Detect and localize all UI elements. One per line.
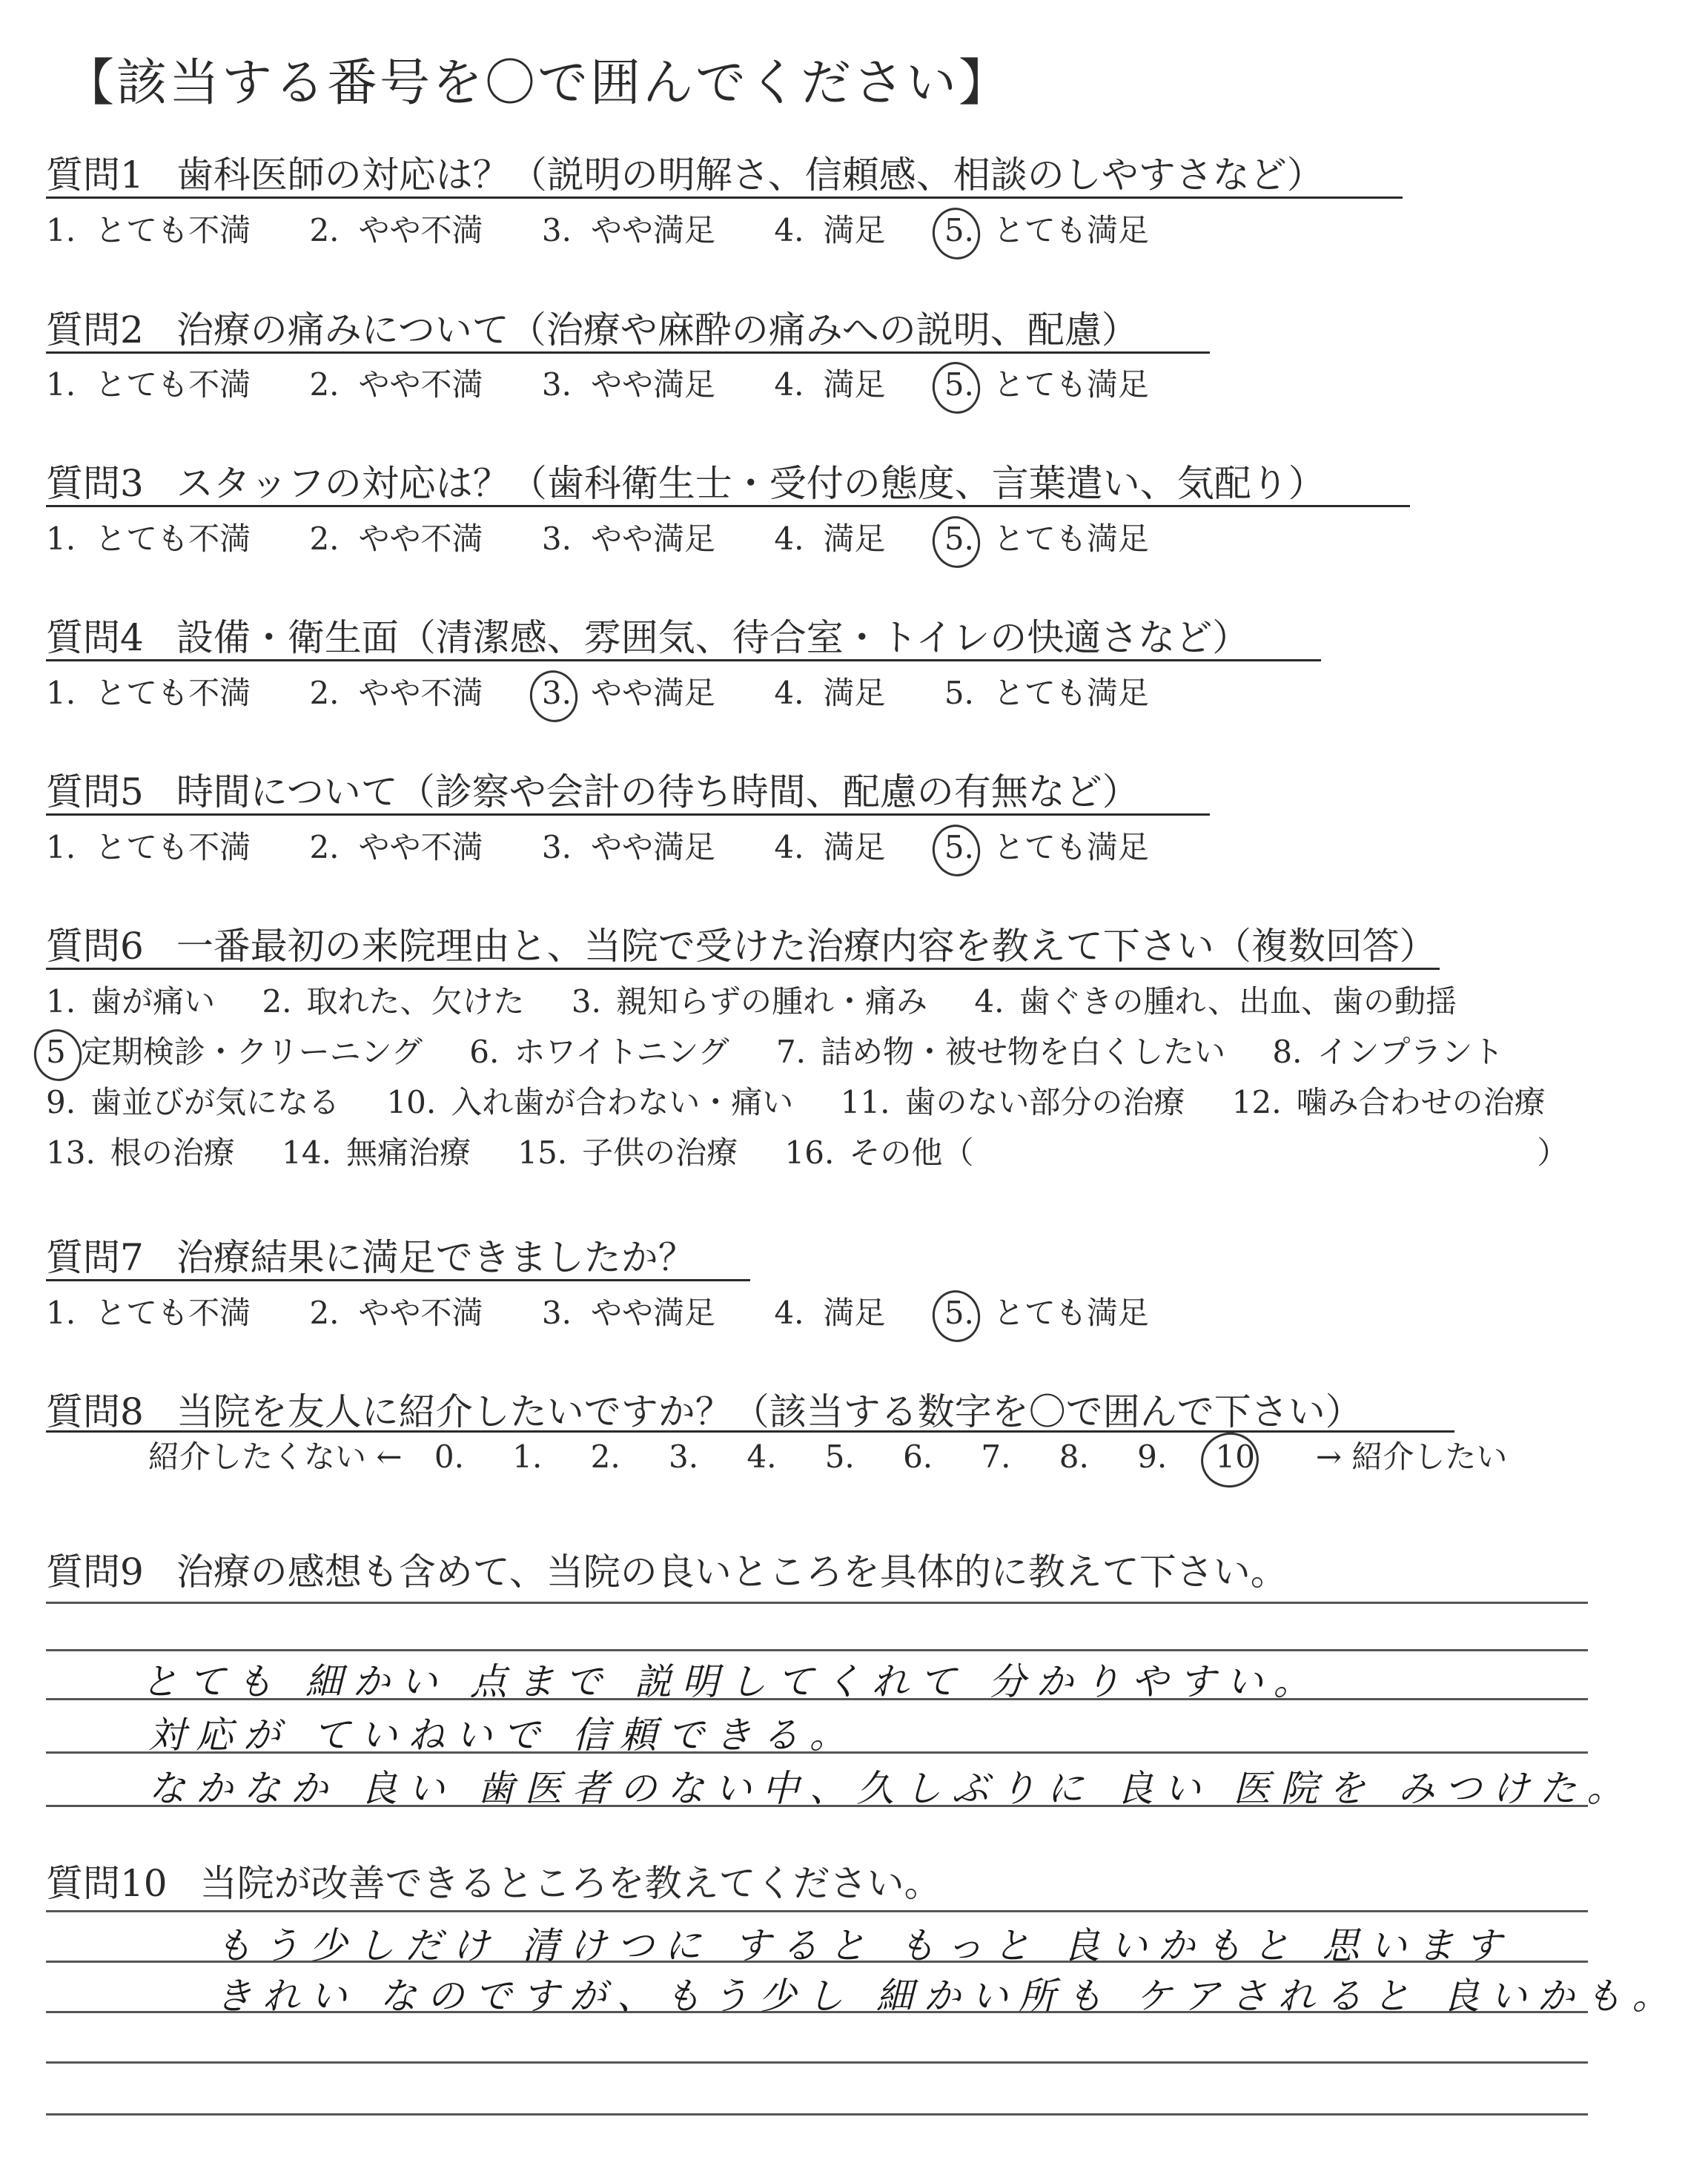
q2-option-5[interactable]: 5. とても満足 bbox=[944, 366, 1149, 403]
q3-option-5[interactable]: 5. とても満足 bbox=[944, 521, 1149, 557]
q3-underline bbox=[46, 505, 1410, 507]
q8-number-10[interactable]: 10 bbox=[1216, 1439, 1284, 1475]
q2-option-3[interactable]: 3. やや満足 bbox=[541, 366, 715, 403]
q8-number-6[interactable]: 6. bbox=[903, 1439, 933, 1475]
q6-option-5[interactable]: 5 定期検診・クリーニング bbox=[46, 1034, 423, 1070]
q6-option-16[interactable]: 16. その他（ ） bbox=[784, 1135, 1569, 1171]
q4-option-3[interactable]: 3. やや満足 bbox=[541, 675, 715, 711]
q3-label: 質問3 bbox=[46, 462, 144, 505]
q6-option-1[interactable]: 1. 歯が痛い bbox=[46, 983, 216, 1020]
q5-option-2[interactable]: 2. やや不満 bbox=[309, 829, 483, 865]
q7-label: 質問7 bbox=[46, 1236, 144, 1279]
q4-option-2[interactable]: 2. やや不満 bbox=[309, 675, 483, 711]
q6-options-row-1 bbox=[46, 977, 1494, 1022]
q6-option-9[interactable]: 9. 歯並びが気になる bbox=[46, 1084, 340, 1120]
q1-option-5[interactable]: 5. とても満足 bbox=[944, 212, 1149, 248]
q8-number-3[interactable]: 3. bbox=[668, 1439, 699, 1475]
q7-option-4[interactable]: 4. 満足 bbox=[774, 1295, 886, 1331]
q6-option-3[interactable]: 3. 親知らずの腫れ・痛み bbox=[571, 983, 927, 1020]
q2-option-1[interactable]: 1. とても不満 bbox=[46, 366, 251, 403]
selection-circle: 5. bbox=[944, 521, 974, 557]
q8-scale bbox=[148, 1433, 1507, 1477]
q8-number-1[interactable]: 1. bbox=[512, 1439, 543, 1475]
q2-underline bbox=[46, 351, 1210, 354]
q6-option-15[interactable]: 15. 子供の治療 bbox=[517, 1135, 738, 1171]
q8-number-2[interactable]: 2. bbox=[590, 1439, 620, 1475]
q5-option-5[interactable]: 5. とても満足 bbox=[944, 829, 1149, 865]
q3-text: スタッフの対応は？（歯科衛生士・受付の態度、言葉遣い、気配り） bbox=[176, 462, 1325, 505]
selection-circle: 5. bbox=[944, 366, 974, 403]
q9-answer-line-2: 対応が ていねいで 信頼できる。 bbox=[148, 1714, 857, 1757]
q5-underline bbox=[46, 813, 1210, 816]
q10-answer-line-1: もう少しだけ 清けつに すると もっと 良いかもと 思います bbox=[215, 1924, 1512, 1967]
q6-option-7[interactable]: 7. 詰め物・被せ物を白くしたい bbox=[775, 1034, 1226, 1070]
q7-option-2[interactable]: 2. やや不満 bbox=[309, 1295, 483, 1331]
q2-option-4[interactable]: 4. 満足 bbox=[774, 366, 886, 403]
q4-option-1[interactable]: 1. とても不満 bbox=[46, 675, 251, 711]
q2-scale bbox=[46, 360, 1198, 405]
q6-option-2[interactable]: 2. 取れた、欠けた bbox=[262, 983, 525, 1020]
q7-underline bbox=[46, 1279, 750, 1281]
close-paren: ） bbox=[1537, 1135, 1569, 1171]
q7-heading bbox=[46, 1228, 695, 1281]
q3-option-4[interactable]: 4. 満足 bbox=[774, 521, 886, 557]
q7-text: 治療結果に満足できましたか？ bbox=[176, 1236, 695, 1279]
q3-option-1[interactable]: 1. とても不満 bbox=[46, 521, 251, 557]
q5-label: 質問5 bbox=[46, 770, 144, 813]
q6-option-12[interactable]: 12. 噛み合わせの治療 bbox=[1231, 1084, 1546, 1120]
q3-option-3[interactable]: 3. やや満足 bbox=[541, 521, 715, 557]
q6-option-8[interactable]: 8. インプラント bbox=[1272, 1034, 1504, 1070]
q5-heading bbox=[46, 762, 1139, 816]
page-title: 【該当する番号を〇で囲んでください】 bbox=[64, 54, 1012, 113]
selection-circle: 5. bbox=[944, 1295, 974, 1331]
q6-options-row-2 bbox=[46, 1028, 1540, 1072]
q4-scale bbox=[46, 669, 1198, 713]
answer-line bbox=[46, 1910, 1588, 1912]
q3-heading bbox=[46, 454, 1325, 507]
q1-option-4[interactable]: 4. 満足 bbox=[774, 212, 886, 248]
q5-option-3[interactable]: 3. やや満足 bbox=[541, 829, 715, 865]
answer-line bbox=[46, 1649, 1588, 1651]
q6-option-14[interactable]: 14. 無痛治療 bbox=[282, 1135, 471, 1171]
selection-circle: 5. bbox=[944, 829, 974, 865]
answer-line bbox=[46, 1602, 1588, 1604]
q1-underline bbox=[46, 196, 1403, 199]
q6-options-row-3 bbox=[46, 1078, 1583, 1123]
q3-scale bbox=[46, 515, 1198, 559]
answer-line bbox=[46, 2113, 1588, 2116]
q4-underline bbox=[46, 659, 1321, 661]
q6-option-13[interactable]: 13. 根の治療 bbox=[46, 1135, 235, 1171]
q2-text: 治療の痛みについて（治療や麻酔の痛みへの説明、配慮） bbox=[176, 308, 1139, 351]
q4-text: 設備・衛生面（清潔感、雰囲気、待合室・トイレの快適さなど） bbox=[176, 616, 1250, 659]
q6-heading bbox=[46, 916, 1437, 970]
q1-option-2[interactable]: 2. やや不満 bbox=[309, 212, 483, 248]
q1-option-3[interactable]: 3. やや満足 bbox=[541, 212, 715, 248]
answer-line bbox=[46, 2061, 1588, 2064]
q1-text: 歯科医師の対応は？（説明の明解さ、信頼感、相談のしやすさなど） bbox=[176, 153, 1324, 196]
q8-heading bbox=[46, 1382, 1363, 1436]
q5-option-4[interactable]: 4. 満足 bbox=[774, 829, 886, 865]
q8-number-7[interactable]: 7. bbox=[981, 1439, 1011, 1475]
q8-label: 質問8 bbox=[46, 1390, 144, 1433]
q1-scale bbox=[46, 206, 1198, 251]
q4-label: 質問4 bbox=[46, 616, 144, 659]
q9-answer-line-1: とても 細かい 点まで 説明してくれて 分かりやすい。 bbox=[141, 1660, 1321, 1703]
q10-label: 質問10 bbox=[46, 1862, 168, 1905]
q9-text: 治療の感想も含めて、当院の良いところを具体的に教えて下さい。 bbox=[176, 1550, 1288, 1593]
q8-right-label: → 紹介したい bbox=[1315, 1439, 1508, 1475]
q2-heading bbox=[46, 300, 1139, 354]
q8-number-4[interactable]: 4. bbox=[747, 1439, 777, 1475]
q4-option-5[interactable]: 5. とても満足 bbox=[944, 675, 1149, 711]
q3-option-2[interactable]: 2. やや不満 bbox=[309, 521, 483, 557]
q6-text: 一番最初の来院理由と、当院で受けた治療内容を教えて下さい（複数回答） bbox=[176, 925, 1437, 968]
selection-circle: 3. bbox=[541, 675, 572, 711]
q5-scale bbox=[46, 823, 1198, 868]
q1-heading bbox=[46, 145, 1324, 199]
q10-heading bbox=[46, 1854, 941, 1907]
selection-circle: 5 bbox=[46, 1034, 66, 1070]
q6-option-4[interactable]: 4. 歯ぐきの腫れ、出血、歯の動揺 bbox=[974, 983, 1457, 1020]
q6-option-11[interactable]: 11. 歯のない部分の治療 bbox=[840, 1084, 1185, 1120]
q7-option-1[interactable]: 1. とても不満 bbox=[46, 1295, 251, 1331]
q7-option-3[interactable]: 3. やや満足 bbox=[541, 1295, 715, 1331]
q5-text: 時間について（診察や会計の待ち時間、配慮の有無など） bbox=[176, 770, 1139, 813]
q4-heading bbox=[46, 608, 1249, 661]
q1-label: 質問1 bbox=[46, 153, 144, 196]
q8-number-8[interactable]: 8. bbox=[1059, 1439, 1089, 1475]
q6-options-row-4 bbox=[46, 1129, 1605, 1173]
q2-option-2[interactable]: 2. やや不満 bbox=[309, 366, 483, 403]
q10-answer-line-2: きれい なのですが、もう少し 細かい所も ケアされると 良いかも。 bbox=[215, 1975, 1680, 2018]
q6-label: 質問6 bbox=[46, 925, 144, 968]
q8-number-0[interactable]: 0. bbox=[434, 1439, 464, 1475]
q9-label: 質問9 bbox=[46, 1550, 144, 1593]
q2-label: 質問2 bbox=[46, 308, 144, 351]
q8-number-5[interactable]: 5. bbox=[824, 1439, 855, 1475]
q9-heading bbox=[46, 1542, 1288, 1596]
q8-left-label: 紹介したくない ← bbox=[148, 1439, 403, 1475]
q5-option-1[interactable]: 1. とても不満 bbox=[46, 829, 251, 865]
q6-underline bbox=[46, 968, 1440, 970]
q1-option-1[interactable]: 1. とても不満 bbox=[46, 212, 251, 248]
q6-option-10[interactable]: 10. 入れ歯が合わない・痛い bbox=[386, 1084, 794, 1120]
q8-text: 当院を友人に紹介したいですか？（該当する数字を〇で囲んで下さい） bbox=[176, 1390, 1363, 1433]
q9-answer-line-3: なかなか 良い 歯医者のない中、久しぶりに 良い 医院を みつけた。 bbox=[148, 1767, 1635, 1810]
q4-option-4[interactable]: 4. 満足 bbox=[774, 675, 886, 711]
q7-option-5[interactable]: 5. とても満足 bbox=[944, 1295, 1149, 1331]
q8-number-9[interactable]: 9. bbox=[1137, 1439, 1168, 1475]
q6-option-6[interactable]: 6. ホワイトニング bbox=[469, 1034, 729, 1070]
selection-circle: 5. bbox=[944, 212, 974, 248]
q10-text: 当院が改善できるところを教えてください。 bbox=[199, 1862, 941, 1905]
q7-scale bbox=[46, 1289, 1198, 1333]
